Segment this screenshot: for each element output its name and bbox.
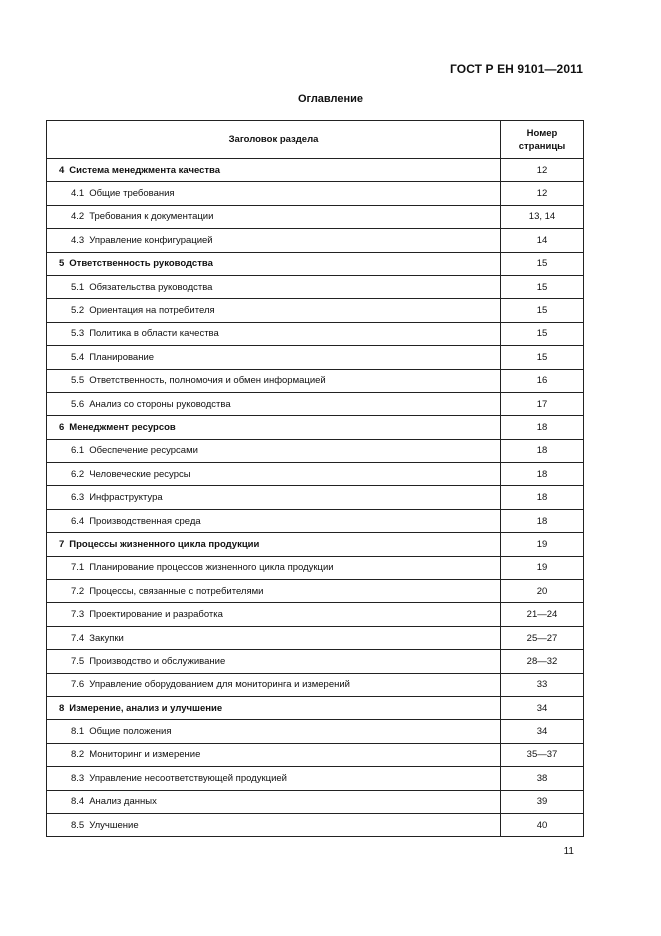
- toc-entry: [47, 720, 501, 743]
- toc-subsection-row: [47, 650, 584, 673]
- toc-entry: [47, 392, 501, 415]
- section-number: 4.3: [71, 234, 85, 246]
- section-page-number: 18: [501, 509, 584, 532]
- toc-subsection-row: [47, 720, 584, 743]
- section-number: 4: [59, 164, 65, 176]
- toc-subsection-row: [47, 556, 584, 579]
- section-number: 7.5: [71, 655, 85, 667]
- section-page-number: 25—27: [501, 626, 584, 649]
- toc-entry: [47, 346, 501, 369]
- toc-entry: [47, 322, 501, 345]
- section-page-number: 35—37: [501, 743, 584, 766]
- toc-entry: [47, 650, 501, 673]
- section-page-number: 34: [501, 720, 584, 743]
- column-header-page: Номер страницы: [501, 121, 584, 159]
- section-title: Улучшение: [89, 819, 139, 831]
- toc-entry: [47, 275, 501, 298]
- toc-section-row: [47, 533, 584, 556]
- toc-entry: [47, 603, 501, 626]
- section-number: 6.2: [71, 468, 85, 480]
- section-number: 6: [59, 421, 65, 433]
- section-page-number: 15: [501, 299, 584, 322]
- toc-entry: [47, 509, 501, 532]
- section-page-number: 40: [501, 813, 584, 836]
- section-number: 7: [59, 538, 65, 550]
- section-number: 4.1: [71, 188, 85, 200]
- column-header-title: Заголовок раздела: [47, 121, 501, 159]
- section-page-number: 19: [501, 556, 584, 579]
- section-title: Управление конфигурацией: [89, 234, 213, 246]
- toc-subsection-row: [47, 486, 584, 509]
- toc-entry: [47, 580, 501, 603]
- toc-subsection-row: [47, 322, 584, 345]
- section-page-number: 15: [501, 275, 584, 298]
- page-number: 11: [563, 846, 574, 857]
- section-page-number: 16: [501, 369, 584, 392]
- section-page-number: 38: [501, 767, 584, 790]
- toc-section-row: [47, 416, 584, 439]
- toc-subsection-row: [47, 509, 584, 532]
- section-number: 5.6: [71, 398, 85, 410]
- section-title: Процессы, связанные с потребителями: [89, 585, 264, 597]
- section-title: Измерение, анализ и улучшение: [69, 702, 223, 714]
- toc-subsection-row: [47, 205, 584, 228]
- toc-entry: [47, 486, 501, 509]
- section-title: Система менеджмента качества: [69, 164, 221, 176]
- section-page-number: 18: [501, 486, 584, 509]
- toc-entry: [47, 743, 501, 766]
- toc-subsection-row: [47, 369, 584, 392]
- section-number: 7.2: [71, 585, 85, 597]
- toc-subsection-row: [47, 392, 584, 415]
- toc-entry: [47, 439, 501, 462]
- section-title: Требования к документации: [89, 211, 214, 223]
- toc-entry: [47, 182, 501, 205]
- toc-subsection-row: [47, 182, 584, 205]
- toc-entry: [47, 463, 501, 486]
- toc-entry: [47, 813, 501, 836]
- toc-section-row: [47, 696, 584, 719]
- section-number: 7.6: [71, 679, 85, 691]
- toc-entry: [47, 229, 501, 252]
- toc-entry: [47, 556, 501, 579]
- section-page-number: 18: [501, 439, 584, 462]
- toc-subsection-row: [47, 439, 584, 462]
- section-number: 4.2: [71, 211, 85, 223]
- section-page-number: 15: [501, 252, 584, 275]
- section-number: 8.5: [71, 819, 85, 831]
- section-number: 8: [59, 702, 65, 714]
- section-title: Ориентация на потребителя: [89, 305, 215, 317]
- section-title: Закупки: [89, 632, 124, 644]
- toc-title: Оглавление: [297, 93, 364, 105]
- section-title: Мониторинг и измерение: [89, 749, 201, 761]
- section-page-number: 28—32: [501, 650, 584, 673]
- section-number: 5: [59, 258, 65, 270]
- section-number: 6.4: [71, 515, 85, 527]
- toc-entry: [47, 252, 501, 275]
- section-title: Производственная среда: [89, 515, 201, 527]
- section-page-number: 33: [501, 673, 584, 696]
- section-page-number: 18: [501, 463, 584, 486]
- toc-subsection-row: [47, 299, 584, 322]
- toc-entry: [47, 205, 501, 228]
- section-title: Обеспечение ресурсами: [89, 445, 198, 457]
- toc-body: [47, 159, 584, 837]
- toc-entry: [47, 416, 501, 439]
- toc-entry: [47, 369, 501, 392]
- toc-subsection-row: [47, 580, 584, 603]
- section-title: Процессы жизненного цикла продукции: [69, 538, 260, 550]
- section-title: Анализ данных: [89, 796, 157, 808]
- section-title: Общие требования: [89, 188, 175, 200]
- toc-subsection-row: [47, 813, 584, 836]
- section-title: Ответственность, полномочия и обмен информацией: [89, 375, 326, 387]
- toc-subsection-row: [47, 346, 584, 369]
- section-number: 8.4: [71, 796, 85, 808]
- section-number: 5.3: [71, 328, 85, 340]
- toc-entry: [47, 790, 501, 813]
- section-page-number: 21—24: [501, 603, 584, 626]
- toc-subsection-row: [47, 743, 584, 766]
- toc-header-row: [47, 121, 584, 159]
- section-page-number: 19: [501, 533, 584, 556]
- section-page-number: 39: [501, 790, 584, 813]
- section-page-number: 18: [501, 416, 584, 439]
- section-title: Анализ со стороны руководства: [89, 398, 231, 410]
- toc-subsection-row: [47, 767, 584, 790]
- toc-subsection-row: [47, 275, 584, 298]
- toc-subsection-row: [47, 790, 584, 813]
- toc-entry: [47, 673, 501, 696]
- section-number: 7.3: [71, 609, 85, 621]
- section-title: Общие положения: [89, 726, 172, 738]
- section-number: 7.4: [71, 632, 85, 644]
- section-number: 7.1: [71, 562, 85, 574]
- section-title: Производство и обслуживание: [89, 655, 226, 667]
- section-page-number: 20: [501, 580, 584, 603]
- toc-subsection-row: [47, 603, 584, 626]
- toc-entry: [47, 159, 501, 182]
- toc-subsection-row: [47, 673, 584, 696]
- toc-entry: [47, 533, 501, 556]
- section-title: Управление оборудованием для мониторинга и измерений: [89, 679, 350, 691]
- section-title: Инфраструктура: [89, 492, 163, 504]
- section-number: 5.1: [71, 281, 85, 293]
- section-title: Управление несоответствующей продукцией: [89, 772, 287, 784]
- section-number: 6.1: [71, 445, 85, 457]
- section-number: 5.5: [71, 375, 85, 387]
- toc-section-row: [47, 159, 584, 182]
- toc-subsection-row: [47, 463, 584, 486]
- section-title: Планирование: [89, 351, 155, 363]
- section-number: 8.3: [71, 772, 85, 784]
- toc-section-row: [47, 252, 584, 275]
- section-page-number: 13, 14: [501, 205, 584, 228]
- section-number: 8.2: [71, 749, 85, 761]
- section-title: Проектирование и разработка: [89, 609, 223, 621]
- section-page-number: 17: [501, 392, 584, 415]
- section-title: Ответственность руководства: [69, 258, 213, 270]
- section-title: Политика в области качества: [89, 328, 219, 340]
- toc-entry: [47, 299, 501, 322]
- toc-subsection-row: [47, 229, 584, 252]
- toc-table: [46, 120, 584, 837]
- section-title: Менеджмент ресурсов: [69, 421, 176, 433]
- section-number: 5.2: [71, 305, 85, 317]
- section-page-number: 14: [501, 229, 584, 252]
- section-page-number: 12: [501, 159, 584, 182]
- section-page-number: 15: [501, 346, 584, 369]
- toc-entry: [47, 696, 501, 719]
- section-page-number: 34: [501, 696, 584, 719]
- section-title: Обязательства руководства: [89, 281, 213, 293]
- section-page-number: 15: [501, 322, 584, 345]
- section-number: 5.4: [71, 351, 85, 363]
- toc-subsection-row: [47, 626, 584, 649]
- section-title: Планирование процессов жизненного цикла продукции: [89, 562, 334, 574]
- section-title: Человеческие ресурсы: [89, 468, 191, 480]
- section-number: 6.3: [71, 492, 85, 504]
- document-code: ГОСТ Р ЕН 9101—2011: [450, 62, 583, 76]
- toc-entry: [47, 626, 501, 649]
- section-number: 8.1: [71, 726, 85, 738]
- toc-entry: [47, 767, 501, 790]
- section-page-number: 12: [501, 182, 584, 205]
